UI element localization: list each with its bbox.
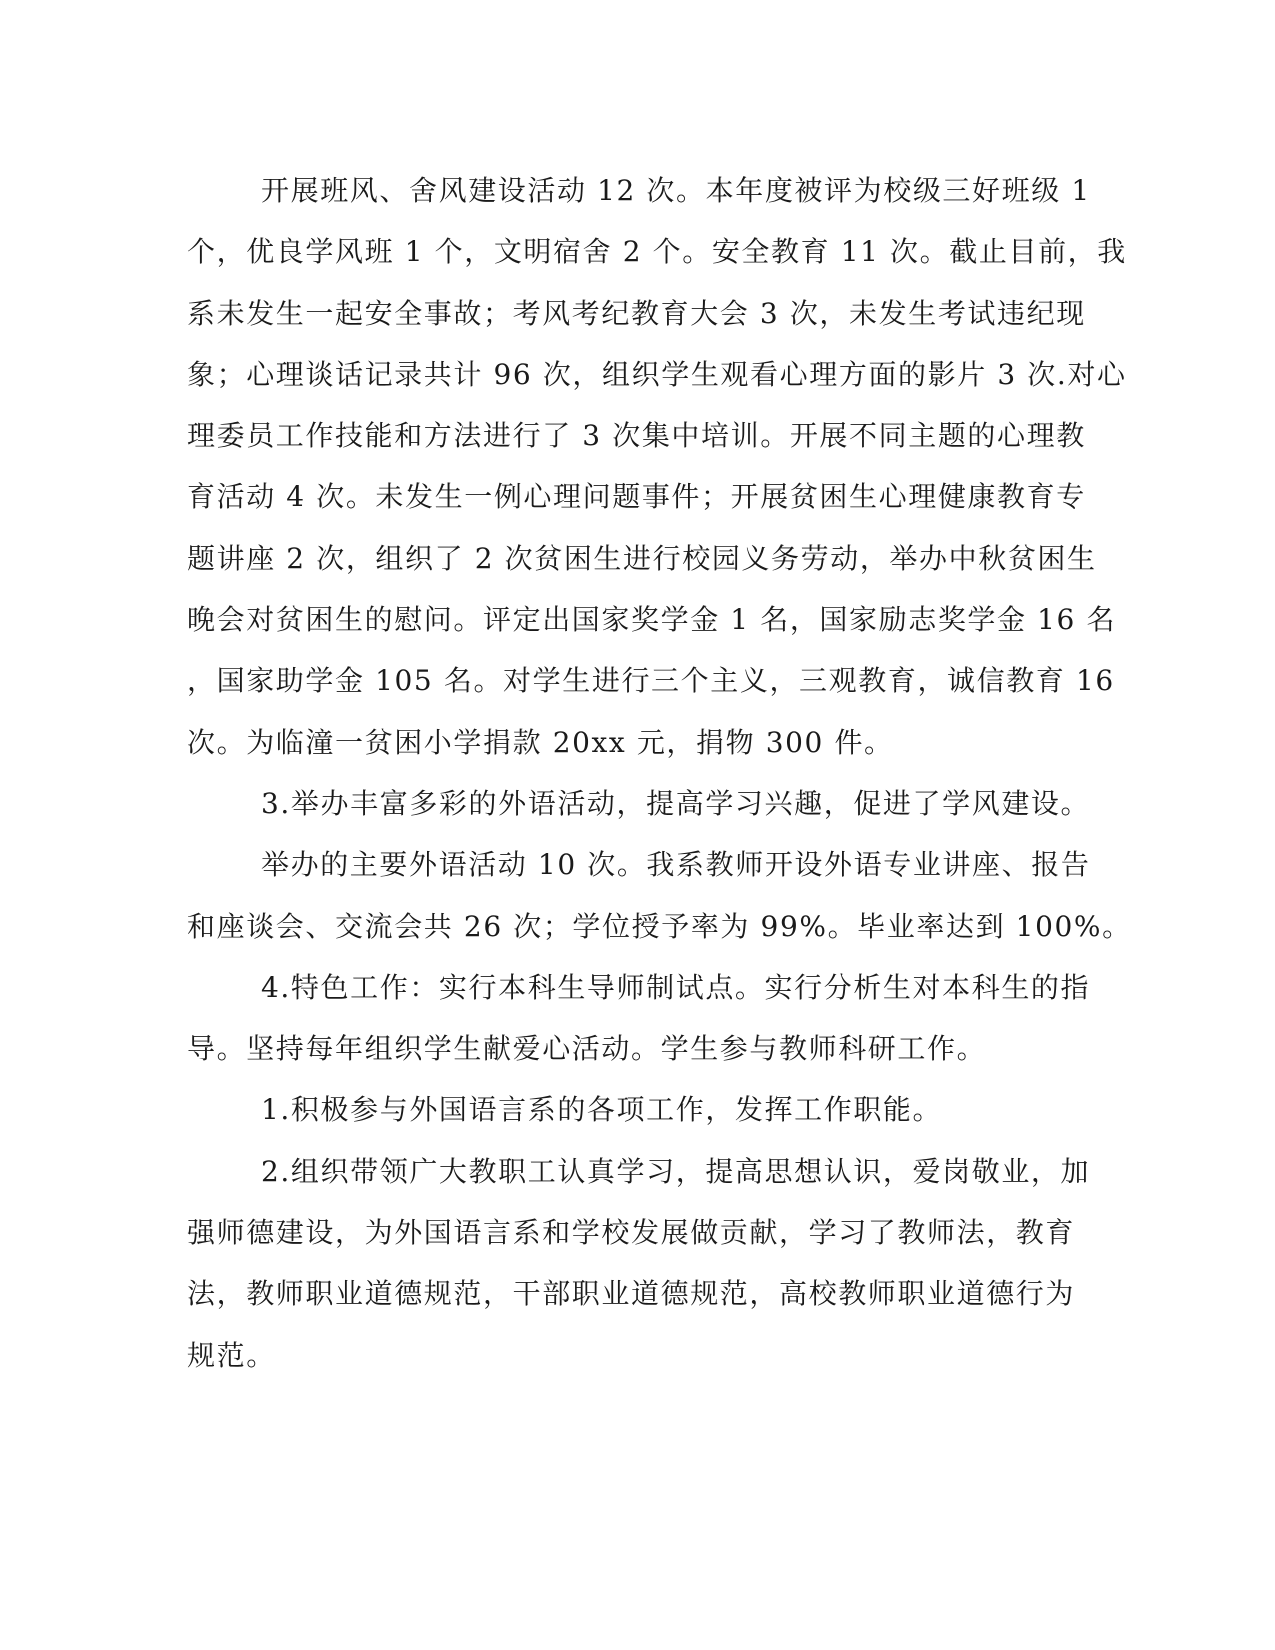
- text-line: 1.积极参与外国语言系的各项工作，发挥工作职能。: [261, 1093, 943, 1127]
- text-line: 4.特色工作：实行本科生导师制试点。实行分析生对本科生的指: [261, 970, 1091, 1004]
- text-line: 次。为临潼一贫困小学捐款 20xx 元，捐物 300 件。: [187, 725, 894, 759]
- text-line: 个，优良学风班 1 个，文明宿舍 2 个。安全教育 11 次。截止目前，我: [187, 235, 1127, 269]
- text-line: 育活动 4 次。未发生一例心理问题事件；开展贫困生心理健康教育专: [187, 480, 1086, 514]
- text-line: 强师德建设，为外国语言系和学校发展做贡献，学习了教师法，教育: [187, 1216, 1076, 1250]
- text-line: 理委员工作技能和方法进行了 3 次集中培训。开展不同主题的心理教: [187, 419, 1086, 453]
- paragraph-staff-study: [187, 1141, 1091, 1386]
- text-line: 法，教师职业道德规范，干部职业道德规范，高校教师职业道德行为: [187, 1277, 1076, 1311]
- paragraph-featured-work: [187, 957, 1091, 1080]
- text-line: 导。坚持每年组织学生献爱心活动。学生参与教师科研工作。: [187, 1032, 987, 1066]
- text-line: 2.组织带领广大教职工认真学习，提高思想认识，爱岗敬业，加: [261, 1154, 1091, 1188]
- text-line: 规范。: [187, 1338, 276, 1372]
- text-line: 系未发生一起安全事故；考风考纪教育大会 3 次，未发生考试违纪现: [187, 296, 1086, 330]
- paragraph-foreign-language-activities: [187, 834, 1132, 957]
- document-body: [187, 160, 1132, 1386]
- text-line: 3.举办丰富多彩的外语活动，提高学习兴趣，促进了学风建设。: [261, 786, 1091, 820]
- text-line: ，国家助学金 105 名。对学生进行三个主义，三观教育，诚信教育 16: [187, 664, 1115, 698]
- paragraph-class-activities: [187, 160, 1127, 773]
- text-line: 开展班风、舍风建设活动 12 次。本年度被评为校级三好班级 1: [261, 174, 1091, 207]
- text-line: 和座谈会、交流会共 26 次；学位授予率为 99%。毕业率达到 100%。: [187, 909, 1132, 943]
- text-line: 举办的主要外语活动 10 次。我系教师开设外语专业讲座、报告: [261, 848, 1091, 882]
- text-line: 题讲座 2 次，组织了 2 次贫困生进行校园义务劳动，举办中秋贫困生: [187, 541, 1097, 575]
- text-line: 象；心理谈话记录共计 96 次，组织学生观看心理方面的影片 3 次.对心: [187, 357, 1127, 391]
- text-line: 晚会对贫困生的慰问。评定出国家奖学金 1 名，国家励志奖学金 16 名: [187, 603, 1117, 637]
- paragraph-foreign-language-activities-heading: [187, 773, 1091, 834]
- paragraph-participation: [187, 1079, 1067, 1140]
